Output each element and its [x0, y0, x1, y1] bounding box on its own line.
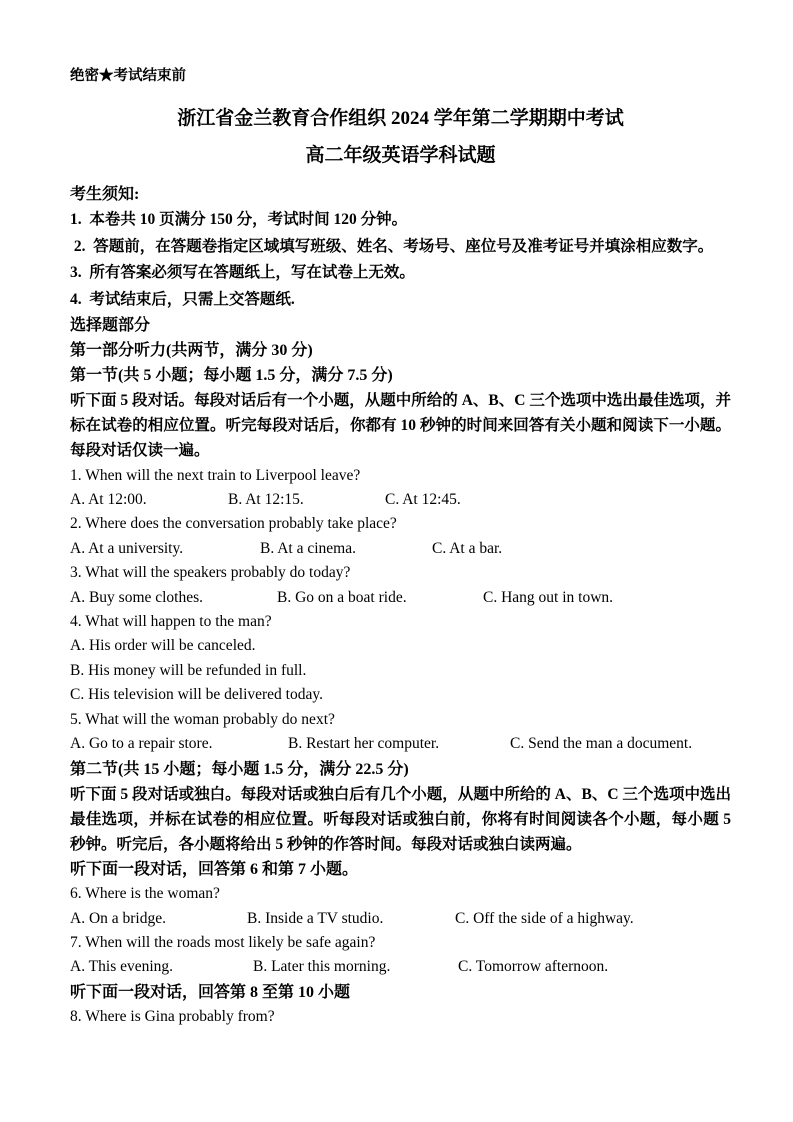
- exam-title: 浙江省金兰教育合作组织 2024 学年第二学期期中考试: [177, 108, 624, 130]
- question-4-option-a: A. His order will be canceled.: [70, 637, 256, 655]
- question-4: 4. What will happen to the man?: [70, 613, 272, 631]
- notice-heading: 考生须知:: [70, 186, 140, 204]
- section2-heading: 第二节(共 15 小题；每小题 1.5 分，满分 22.5 分): [70, 760, 409, 778]
- option-c: C. Send the man a document.: [510, 735, 693, 753]
- part1-listening-heading: 第一部分听力(共两节，满分 30 分): [70, 342, 313, 360]
- classification-label: 绝密★考试结束前: [70, 68, 186, 84]
- section2-instructions: 听下面 5 段对话或独白。每段对话或独白后有几个小题，从题中所给的 A、B、C 三个选项中选出最佳选项，并标在试卷的相应位置。听每段对话或独白前，你将有时间阅读各个小题，每小题 5 秒钟。听完后，各小题将给出 5 秒钟的作答时间。每段对话或独白读两遍。: [70, 785, 731, 853]
- question-5: 5. What will the woman probably do next?: [70, 710, 335, 728]
- question-6-options: [70, 907, 731, 931]
- option-b: B. Later this morning.: [253, 958, 391, 976]
- option-a: A. Go to a repair store.: [70, 735, 213, 753]
- option-b: B. Go on a boat ride.: [277, 588, 407, 606]
- question-8: 8. Where is Gina probably from?: [70, 1007, 275, 1025]
- question-7-options: [70, 955, 731, 979]
- section1-heading: 第一节(共 5 小题；每小题 1.5 分，满分 7.5 分): [70, 367, 393, 385]
- option-c: C. Off the side of a highway.: [455, 909, 634, 927]
- option-a: A. At 12:00.: [70, 491, 147, 509]
- question-4-option-c: C. His television will be delivered today.: [70, 686, 323, 704]
- dialog-lead-2: 听下面一段对话，回答第 8 至第 10 小题: [70, 983, 351, 1001]
- question-1: 1. When will the next train to Liverpool leave?: [70, 466, 361, 484]
- question-7: 7. When will the roads most likely be safe again?: [70, 933, 376, 951]
- option-a: A. At a university.: [70, 539, 184, 557]
- notice-item-4: 4. 考试结束后，只需上交答题纸.: [70, 290, 295, 308]
- section1-instructions: 听下面 5 段对话。每段对话后有一个小题，从题中所给的 A、B、C 三个选项中选出最佳选项，并标在试卷的相应位置。听完每段对话后，你都有 10 秒钟的时间来回答有关小题和阅读下一小题。每段对话仅读一遍。: [70, 392, 731, 460]
- question-3-options: [70, 586, 731, 610]
- option-c: C. Tomorrow afternoon.: [458, 958, 609, 976]
- option-a: A. This evening.: [70, 958, 174, 976]
- notice-item-1: 1. 本卷共 10 页满分 150 分，考试时间 120 分钟。: [70, 211, 408, 229]
- dialog-lead-1: 听下面一段对话，回答第 6 和第 7 小题。: [70, 861, 359, 879]
- option-b: B. At a cinema.: [260, 539, 356, 557]
- option-a: A. Buy some clothes.: [70, 588, 204, 606]
- option-b: B. Inside a TV studio.: [247, 909, 384, 927]
- question-3: 3. What will the speakers probably do today?: [70, 564, 351, 582]
- option-b: B. At 12:15.: [228, 491, 304, 509]
- question-2-options: [70, 537, 731, 561]
- notice-item-2: 2. 答题前，在答题卷指定区域填写班级、姓名、考场号、座位号及准考证号并填涂相应数字。: [70, 237, 714, 255]
- question-4-option-b: B. His money will be refunded in full.: [70, 661, 307, 679]
- option-a: A. On a bridge.: [70, 909, 166, 927]
- question-2: 2. Where does the conversation probably take place?: [70, 515, 397, 533]
- section-choice-part: 选择题部分: [70, 317, 151, 335]
- option-c: C. At 12:45.: [385, 491, 461, 509]
- exam-subtitle: 高二年级英语学科试题: [305, 145, 496, 167]
- question-6: 6. Where is the woman?: [70, 885, 220, 903]
- option-c: C. At a bar.: [432, 539, 503, 557]
- notice-item-3: 3. 所有答案必须写在答题纸上，写在试卷上无效。: [70, 264, 415, 282]
- question-5-options: [70, 732, 731, 756]
- option-b: B. Restart her computer.: [288, 735, 440, 753]
- question-1-options: [70, 488, 731, 512]
- option-c: C. Hang out in town.: [483, 588, 614, 606]
